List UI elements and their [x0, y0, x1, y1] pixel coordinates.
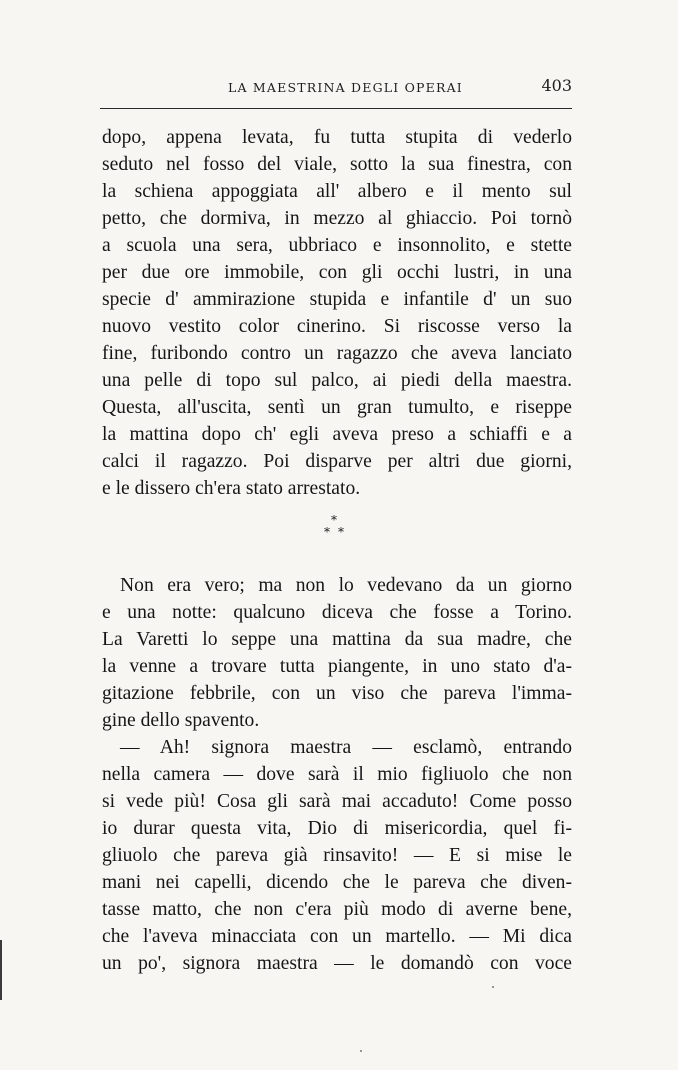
page-header — [100, 76, 572, 98]
header-rule — [100, 108, 572, 109]
text-line: Questa, all'uscita, sentì un gran tumulto, e riseppe — [102, 397, 572, 418]
text-line: specie d' ammirazione stupida e infantile d' un suo — [102, 289, 572, 310]
paper-speck — [360, 1050, 362, 1052]
page-number: 403 — [541, 76, 572, 95]
asterism-star: * — [331, 513, 337, 527]
text-line: Non era vero; ma non lo vedevano da un giorno — [120, 575, 572, 596]
text-line: gitazione febbrile, con un viso che pareva l'imma- — [102, 683, 572, 704]
text-line: fine, furibondo contro un ragazzo che aveva lanciato — [102, 343, 572, 364]
paper-speck — [492, 986, 494, 988]
text-line: seduto nel fosso del viale, sotto la sua finestra, con — [102, 154, 572, 175]
text-line: tasse matto, che non c'era più modo di averne bene, — [102, 899, 572, 920]
asterism-star: * — [338, 525, 344, 539]
text-line: io durar questa vita, Dio di misericordia, quel fi- — [102, 818, 572, 839]
text-line: la venne a trovare tutta piangente, in uno stato d'a- — [102, 656, 572, 677]
running-title: LA MAESTRINA DEGLI OPERAI — [228, 80, 463, 95]
asterism-star: * — [324, 525, 330, 539]
text-line: nella camera — dove sarà il mio figliuolo che non — [102, 764, 572, 785]
text-line: la schiena appoggiata all' albero e il mento sul — [102, 181, 572, 202]
section-break-asterism — [316, 514, 356, 544]
text-line: La Varetti lo seppe una mattina da sua madre, che — [102, 629, 572, 650]
text-line: petto, che dormiva, in mezzo al ghiaccio. Poi tornò — [102, 208, 572, 229]
text-line: nuovo vestito color cinerino. Si riscosse verso la — [102, 316, 572, 337]
text-line: e le dissero ch'era stato arrestato. — [102, 478, 361, 499]
text-line: calci il ragazzo. Poi disparve per altri due giorni, — [102, 451, 572, 472]
paragraph-1 — [102, 124, 572, 502]
text-line: che l'aveva minacciata con un martello. — Mi dica — [102, 926, 572, 947]
binding-edge-mark — [0, 940, 8, 1000]
text-line: mani nei capelli, dicendo che le pareva che diven- — [102, 872, 572, 893]
text-line: dopo, appena levata, fu tutta stupita di vederlo — [102, 127, 572, 148]
text-line: si vede più! Cosa gli sarà mai accaduto! Come posso — [102, 791, 572, 812]
text-line: gliuolo che pareva già rinsavito! — E si mise le — [102, 845, 572, 866]
text-line: gine dello spavento. — [102, 710, 260, 731]
paragraph-2 — [102, 572, 572, 977]
text-line: la mattina dopo ch' egli aveva preso a schiaffi e a — [102, 424, 572, 445]
text-line: a scuola una sera, ubbriaco e insonnolito, e stette — [102, 235, 572, 256]
text-line: per due ore immobile, con gli occhi lustri, in una — [102, 262, 572, 283]
text-line: — Ah! signora maestra — esclamò, entrando — [120, 737, 572, 758]
text-line: e una notte: qualcuno diceva che fosse a Torino. — [102, 602, 572, 623]
text-line: un po', signora maestra — le domandò con voce — [102, 953, 572, 974]
text-line: una pelle di topo sul palco, ai piedi della maestra. — [102, 370, 572, 391]
